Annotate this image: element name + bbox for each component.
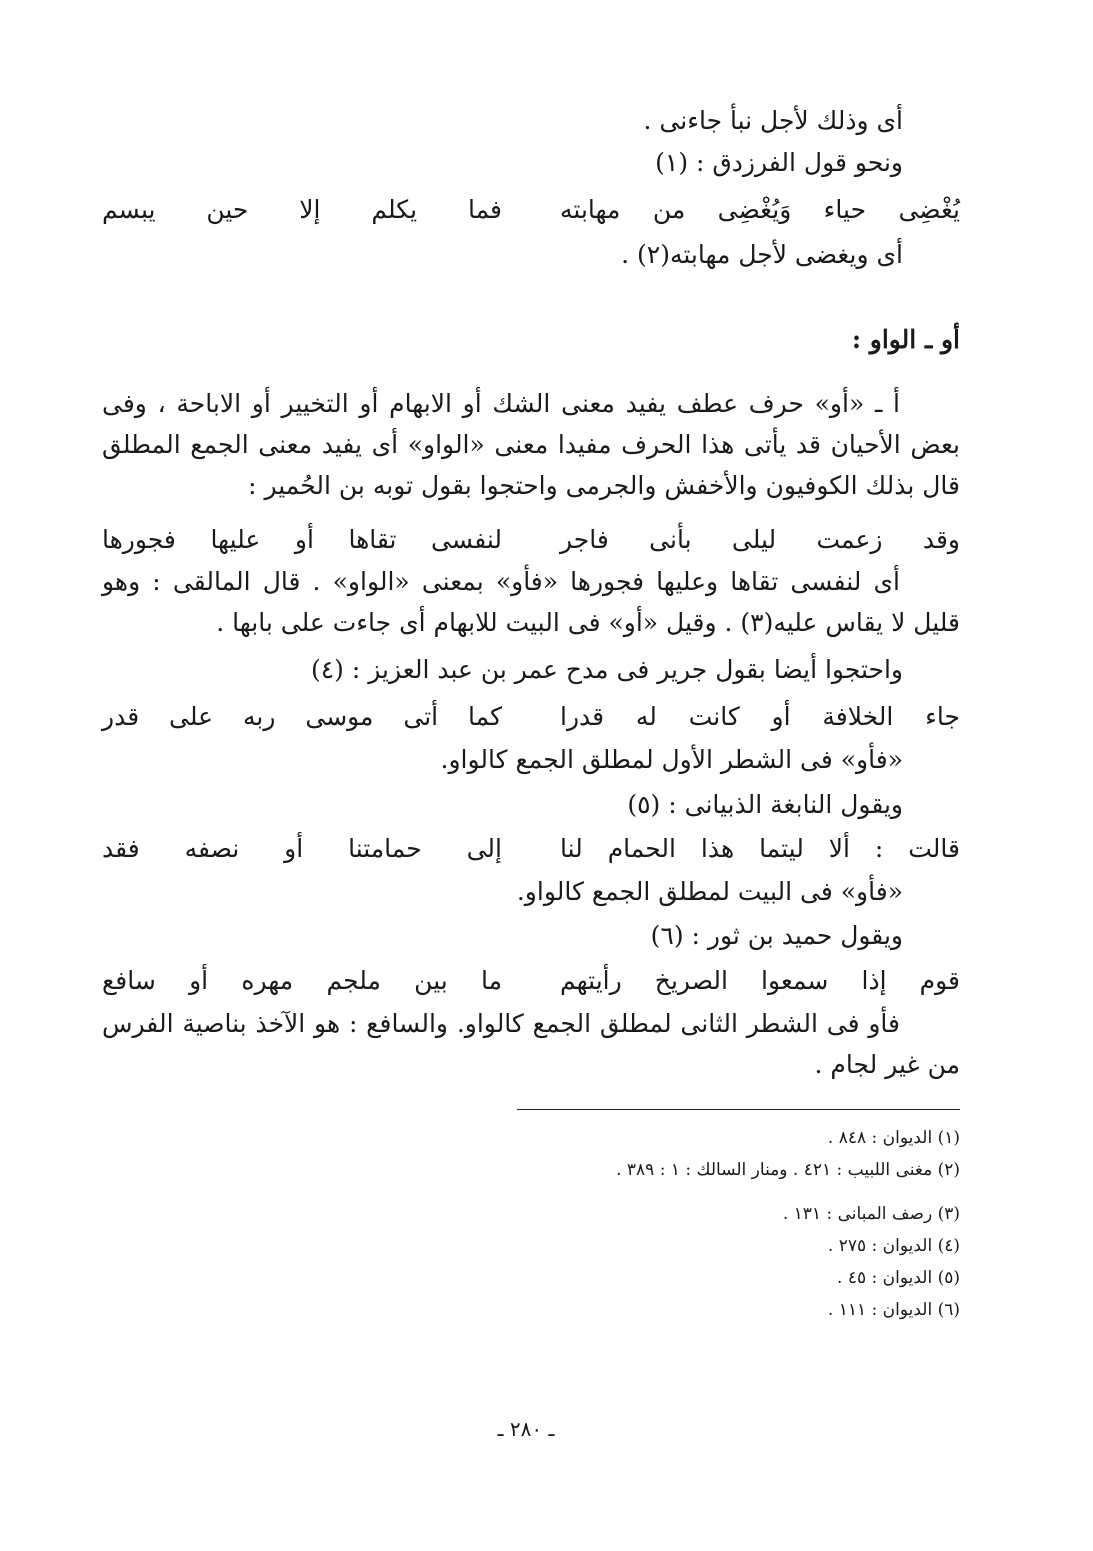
text-line: «فأو» فى الشطر الأول لمطلق الجمع كالواو. (440, 745, 903, 774)
paragraph (102, 383, 960, 506)
paragraph (102, 1003, 960, 1085)
footnote: (١) الديوان : ٨٤٨ . (827, 1128, 960, 1148)
verse-second-hemistich: لنفسى تقاها أو عليها فجورها (102, 525, 502, 554)
paragraph-text: أى لنفسى تقاها وعليها فجورها «فأو» بمعنى «الواو» . قال المالقى : وهو قليل لا يقاس عليه(٣) . وقيل «أو» فى البيت للابهام أى جاءت على بابها . (102, 567, 960, 637)
footnote-separator (517, 1109, 960, 1110)
text-line: ونحو قول الفرزدق : (١) (655, 148, 903, 177)
verse (102, 961, 960, 1001)
paragraph (102, 561, 960, 643)
text-line: ويقول حميد بن ثور : (٦) (650, 921, 903, 950)
footnote: (٦) الديوان : ١١١ . (827, 1300, 960, 1320)
verse (102, 829, 960, 869)
paragraph-text: فأو فى الشطر الثانى لمطلق الجمع كالواو. والسافع : هو الآخذ بناصية الفرس من غير لجام . (102, 1009, 960, 1079)
text-line: واحتجوا أيضا بقول جرير فى مدح عمر بن عبد العزيز : (٤) (310, 655, 903, 684)
verse-first-hemistich: يُغْضِى حياء وَيُغْضِى من مهابته (560, 195, 960, 224)
verse-first-hemistich: قوم إذا سمعوا الصريخ رأيتهم (560, 966, 960, 995)
text-line: ويقول النابغة الذبيانى : (٥) (627, 790, 903, 819)
footnote: (٤) الديوان : ٢٧٥ . (827, 1236, 960, 1256)
verse-first-hemistich: قالت : ألا ليتما هذا الحمام لنا (560, 834, 960, 863)
verse-second-hemistich: كما أتى موسى ربه على قدر (102, 702, 502, 731)
verse (102, 190, 960, 230)
text-line: «فأو» فى البيت لمطلق الجمع كالواو. (516, 877, 903, 906)
verse-second-hemistich: إلى حمامتنا أو نصفه فقد (102, 834, 502, 863)
verse-first-hemistich: وقد زعمت ليلى بأنى فاجر (560, 525, 960, 554)
footnote: (٢) مغنى اللبيب : ٤٢١ . ومنار السالك : ١ : ٣٨٩ . (616, 1160, 960, 1180)
verse-first-hemistich: جاء الخلافة أو كانت له قدرا (560, 702, 960, 731)
verse (102, 520, 960, 560)
section-heading: أو ـ الواو : (851, 325, 960, 354)
page-number: ـ ٢٨٠ ـ (497, 1417, 555, 1441)
text-line: أى وذلك لأجل نبأ جاءنى . (643, 106, 903, 135)
paragraph-text: أ ـ «أو» حرف عطف يفيد معنى الشك أو الابهام أو التخيير أو الاباحة ، وفى بعض الأحيان قد يأتى هذا الحرف مفيدا معنى «الواو» أى يفيد معنى الجمع المطلق قال بذلك الكوفيون والأخفش والجرمى واحتجوا بقول توبه بن الحُمير : (102, 389, 960, 500)
text-line: أى ويغضى لأجل مهابته(٢) . (621, 240, 903, 269)
footnote: (٣) رصف المبانى : ١٣١ . (782, 1204, 960, 1224)
footnote: (٥) الديوان : ٤٥ . (837, 1268, 960, 1288)
verse-second-hemistich: ما بين ملجم مهره أو سافع (102, 966, 502, 995)
verse-second-hemistich: فما يكلم إلا حين يبسم (102, 195, 502, 224)
verse (102, 697, 960, 737)
